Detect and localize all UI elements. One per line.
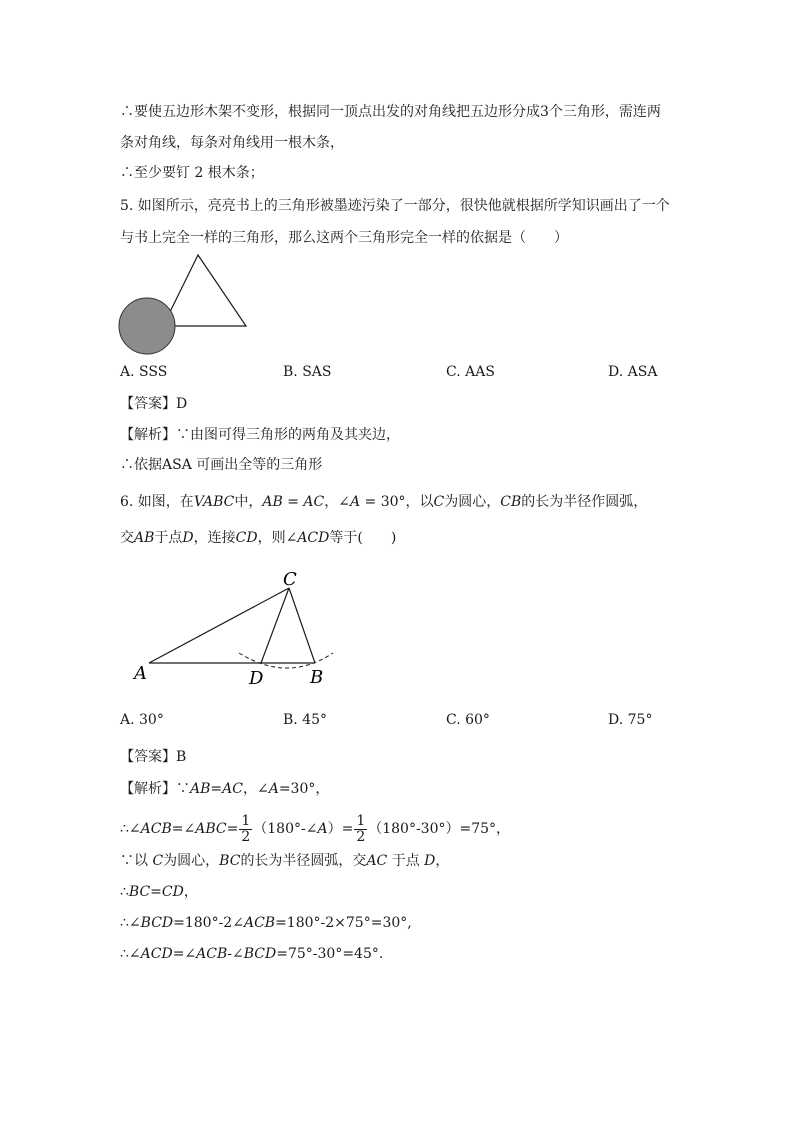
fraction-half-2: $\frac{1}{2}$ bbox=[356, 812, 366, 845]
q5-stem-line-1: 5. 如图所示，亮亮书上的三角形被墨迹污染了一部分，很快他就根据所学知识画出了一个 bbox=[120, 198, 670, 214]
q6-option-c[interactable]: C. 60° bbox=[446, 712, 490, 728]
label-d: D bbox=[249, 668, 264, 689]
q5-option-c[interactable]: C. AAS bbox=[446, 364, 495, 380]
arc-dashed bbox=[239, 653, 333, 668]
segment-cd bbox=[261, 588, 289, 663]
q5-answer: 【答案】D bbox=[120, 396, 188, 412]
q6-analysis-step-5: ∴∠BCD=180°-2∠ACB=180°-2×75°=30°, bbox=[120, 915, 412, 931]
q5-analysis-line-2: ∴依据ASA 可画出全等的三角形 bbox=[120, 457, 323, 473]
q5-analysis-line-1: 【解析】∵由图可得三角形的两角及其夹边， bbox=[120, 427, 400, 443]
label-b: B bbox=[310, 667, 324, 688]
q5-option-a[interactable]: A. SSS bbox=[120, 364, 168, 380]
segment-ac bbox=[149, 588, 289, 663]
intro-line-2: 条对角线，每条对角线用一根木条， bbox=[120, 135, 344, 151]
label-c: C bbox=[283, 569, 297, 590]
q5-figure bbox=[115, 250, 255, 360]
q6-analysis-step-3: ∵以 C为圆心，BC的长为半径圆弧，交AC 于点 D， bbox=[120, 853, 450, 869]
label-a: A bbox=[134, 663, 147, 684]
q6-stem-line-1: 6. 如图，在VABC中，AB = AC，∠A = 30°，以C为圆心，CB的长为半径作圆弧， bbox=[120, 494, 648, 510]
q6-analysis-step-4: ∴BC=CD， bbox=[120, 884, 198, 900]
segment-cb bbox=[289, 588, 315, 663]
q6-analysis-step-1: 【解析】∵AB=AC，∠A=30°， bbox=[120, 781, 330, 797]
q5-triangle bbox=[163, 255, 246, 326]
q6-stem-line-2: 交AB于点D，连接CD，则∠ACD等于( ) bbox=[120, 530, 397, 546]
q5-stem-line-2: 与书上完全一样的三角形，那么这两个三角形完全一样的依据是（ ） bbox=[120, 230, 568, 246]
intro-line-3: ∴至少要钉 2 根木条； bbox=[120, 165, 264, 181]
q5-option-d[interactable]: D. ASA bbox=[608, 364, 658, 380]
q6-answer: 【答案】B bbox=[120, 749, 187, 765]
fraction-half-1: $\frac{1}{2}$ bbox=[241, 812, 251, 845]
q5-ink-blot bbox=[119, 298, 175, 354]
intro-line-1: ∴要使五边形木架不变形，根据同一顶点出发的对角线把五边形分成3个三角形，需连两 bbox=[120, 104, 661, 120]
q6-analysis-step-6: ∴∠ACD=∠ACB-∠BCD=75°-30°=45°. bbox=[120, 946, 384, 962]
q6-option-d[interactable]: D. 75° bbox=[608, 712, 653, 728]
q6-option-b[interactable]: B. 45° bbox=[283, 712, 328, 728]
q5-option-b[interactable]: B. SAS bbox=[283, 364, 332, 380]
q6-analysis-step-2: ∴∠ACB=∠ABC= $\frac{1}{2}$ （180°-∠A）= $\frac{1}{2}$ （180°-30°）=75°， bbox=[120, 812, 511, 845]
q6-option-a[interactable]: A. 30° bbox=[120, 712, 164, 728]
q6-figure bbox=[125, 565, 345, 690]
